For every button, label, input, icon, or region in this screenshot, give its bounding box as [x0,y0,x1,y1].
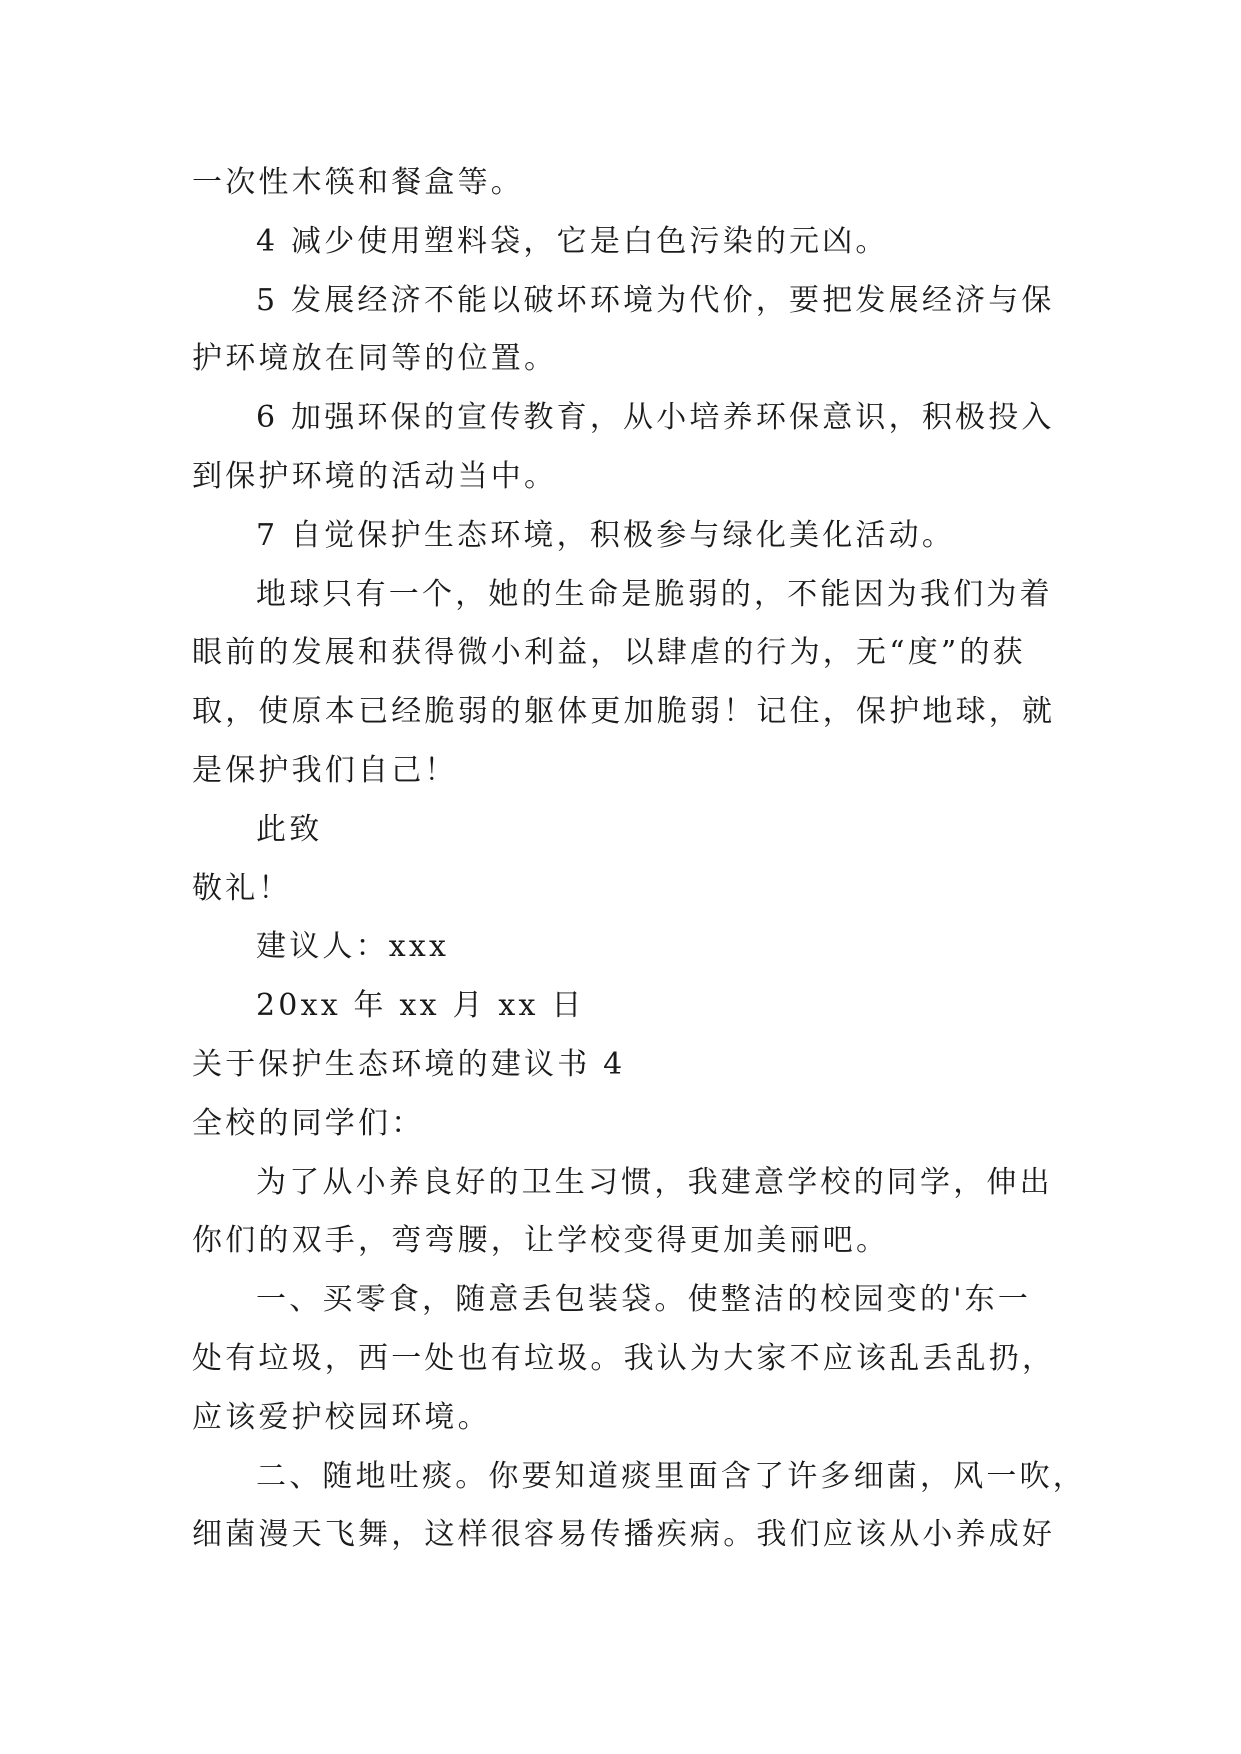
document-body [192,154,1086,1565]
text-line: 5 发展经济不能以破坏环境为代价，要把发展经济与保 [256,282,1055,318]
text-line: 取，使原本已经脆弱的躯体更加脆弱！记住，保护地球，就 [192,694,1056,730]
text-line: 眼前的发展和获得微小利益，以肆虐的行为，无“度”的获 [192,635,1026,671]
text-line: 细菌漫天飞舞，这样很容易传播疾病。我们应该从小养成好 [192,1517,1056,1553]
closing-regards: 敬礼！ [192,870,292,906]
text-line: 是保护我们自己！ [192,752,458,788]
text-line: 一、买零食，随意丢包装袋。使整洁的校园变的'东一 [256,1282,1032,1318]
signature-line: 建议人：xxx [256,929,450,965]
text-line: 二、随地吐痰。你要知道痰里面含了许多细菌，风一吹， [256,1458,1086,1494]
text-line: 7 自觉保护生态环境，积极参与绿化美化活动。 [256,517,956,553]
text-line: 应该爱护校园环境。 [192,1399,491,1435]
text-line: 为了从小养良好的卫生习惯，我建意学校的同学，伸出 [256,1164,1053,1200]
text-line: 处有垃圾，西一处也有垃圾。我认为大家不应该乱丢乱扔， [192,1340,1056,1376]
greeting-line: 全校的同学们： [192,1105,425,1141]
text-line: 6 加强环保的宣传教育，从小培养环保意识，积极投入 [256,400,1055,436]
text-line: 地球只有一个，她的生命是脆弱的，不能因为我们为着 [256,576,1053,612]
text-line: 一次性木筷和餐盒等。 [192,165,524,200]
text-line: 到保护环境的活动当中。 [192,458,558,494]
text-line: 护环境放在同等的位置。 [192,341,558,377]
text-line: 4 减少使用塑料袋，它是白色污染的元凶。 [256,223,889,259]
text-line: 你们的双手，弯弯腰，让学校变得更加美丽吧。 [192,1223,890,1259]
section-title: 关于保护生态环境的建议书 4 [192,1046,626,1082]
closing-salutation: 此致 [256,811,323,847]
date-line: 20xx 年 xx 月 xx 日 [256,988,585,1024]
